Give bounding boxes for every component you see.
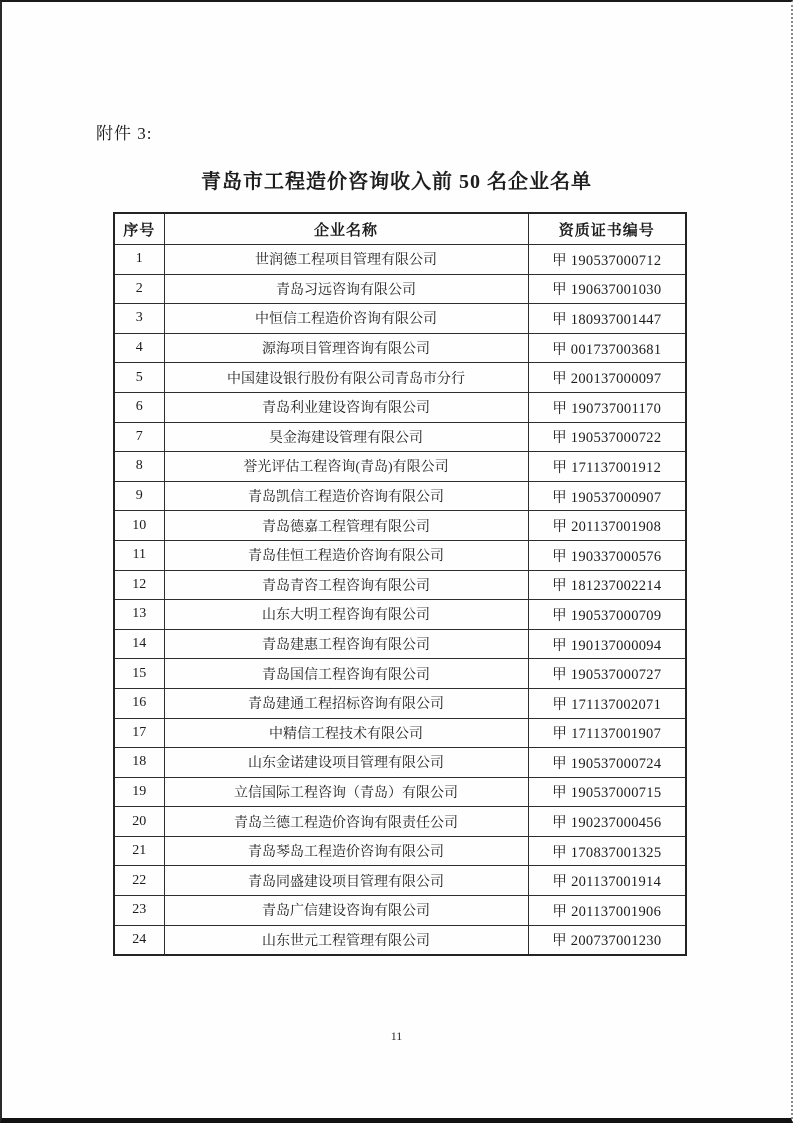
table-row xyxy=(114,866,686,896)
row-certificate-number: 甲 171137002071 xyxy=(528,688,686,718)
row-certificate-number: 甲 190637001030 xyxy=(528,274,686,304)
row-certificate-number: 甲 190337000576 xyxy=(528,540,686,570)
table-row xyxy=(114,511,686,541)
row-company-name: 青岛佳恒工程造价咨询有限公司 xyxy=(164,540,528,570)
header-company-name: 企业名称 xyxy=(164,213,528,245)
row-serial-number: 8 xyxy=(114,452,164,482)
table-row xyxy=(114,363,686,393)
row-company-name: 源海项目管理咨询有限公司 xyxy=(164,333,528,363)
row-certificate-number: 甲 190537000727 xyxy=(528,659,686,689)
header-certificate-number: 资质证书编号 xyxy=(528,213,686,245)
table-row xyxy=(114,777,686,807)
row-serial-number: 21 xyxy=(114,836,164,866)
table-row xyxy=(114,600,686,630)
table-row xyxy=(114,392,686,422)
row-serial-number: 16 xyxy=(114,688,164,718)
row-company-name: 青岛建惠工程咨询有限公司 xyxy=(164,629,528,659)
row-serial-number: 13 xyxy=(114,600,164,630)
row-certificate-number: 甲 190537000724 xyxy=(528,748,686,778)
row-company-name: 青岛凯信工程造价咨询有限公司 xyxy=(164,481,528,511)
table-row xyxy=(114,481,686,511)
row-certificate-number: 甲 181237002214 xyxy=(528,570,686,600)
row-company-name: 山东大明工程咨询有限公司 xyxy=(164,600,528,630)
row-company-name: 青岛同盛建设项目管理有限公司 xyxy=(164,866,528,896)
row-company-name: 昊金海建设管理有限公司 xyxy=(164,422,528,452)
row-serial-number: 2 xyxy=(114,274,164,304)
page-title: 青岛市工程造价咨询收入前 50 名企业名单 xyxy=(201,171,592,193)
row-certificate-number: 甲 190737001170 xyxy=(528,392,686,422)
row-company-name: 中恒信工程造价咨询有限公司 xyxy=(164,304,528,334)
row-certificate-number: 甲 200737001230 xyxy=(528,925,686,955)
row-company-name: 青岛利业建设咨询有限公司 xyxy=(164,392,528,422)
row-serial-number: 5 xyxy=(114,363,164,393)
row-serial-number: 4 xyxy=(114,333,164,363)
row-serial-number: 18 xyxy=(114,748,164,778)
row-company-name: 青岛兰德工程造价咨询有限责任公司 xyxy=(164,807,528,837)
row-serial-number: 10 xyxy=(114,511,164,541)
row-certificate-number: 甲 201137001908 xyxy=(528,511,686,541)
table-body xyxy=(114,245,686,956)
row-serial-number: 23 xyxy=(114,896,164,926)
row-serial-number: 24 xyxy=(114,925,164,955)
table-row xyxy=(114,688,686,718)
row-company-name: 青岛广信建设咨询有限公司 xyxy=(164,896,528,926)
row-certificate-number: 甲 190137000094 xyxy=(528,629,686,659)
table-row xyxy=(114,274,686,304)
row-company-name: 山东世元工程管理有限公司 xyxy=(164,925,528,955)
row-company-name: 青岛建通工程招标咨询有限公司 xyxy=(164,688,528,718)
row-serial-number: 19 xyxy=(114,777,164,807)
row-certificate-number: 甲 201137001914 xyxy=(528,866,686,896)
row-serial-number: 22 xyxy=(114,866,164,896)
table-row xyxy=(114,452,686,482)
table-row xyxy=(114,925,686,955)
row-company-name: 青岛国信工程咨询有限公司 xyxy=(164,659,528,689)
row-company-name: 青岛青咨工程咨询有限公司 xyxy=(164,570,528,600)
row-certificate-number: 甲 190537000715 xyxy=(528,777,686,807)
header-serial-number: 序号 xyxy=(114,213,164,245)
row-company-name: 立信国际工程咨询（青岛）有限公司 xyxy=(164,777,528,807)
table-row xyxy=(114,333,686,363)
row-serial-number: 3 xyxy=(114,304,164,334)
row-certificate-number: 甲 190537000907 xyxy=(528,481,686,511)
page-number: 11 xyxy=(390,1029,403,1043)
row-serial-number: 1 xyxy=(114,245,164,275)
row-company-name: 誉光评估工程咨询(青岛)有限公司 xyxy=(164,452,528,482)
row-serial-number: 20 xyxy=(114,807,164,837)
row-serial-number: 14 xyxy=(114,629,164,659)
table-row xyxy=(114,807,686,837)
row-certificate-number: 甲 190537000722 xyxy=(528,422,686,452)
row-certificate-number: 甲 171137001912 xyxy=(528,452,686,482)
row-company-name: 山东金诺建设项目管理有限公司 xyxy=(164,748,528,778)
row-certificate-number: 甲 190237000456 xyxy=(528,807,686,837)
table-row xyxy=(114,629,686,659)
row-serial-number: 17 xyxy=(114,718,164,748)
row-company-name: 中精信工程技术有限公司 xyxy=(164,718,528,748)
row-serial-number: 11 xyxy=(114,540,164,570)
row-company-name: 中国建设银行股份有限公司青岛市分行 xyxy=(164,363,528,393)
table-row xyxy=(114,748,686,778)
company-table xyxy=(113,212,687,956)
row-company-name: 世润德工程项目管理有限公司 xyxy=(164,245,528,275)
row-serial-number: 12 xyxy=(114,570,164,600)
table-header-row xyxy=(114,213,686,245)
table-row xyxy=(114,659,686,689)
row-certificate-number: 甲 171137001907 xyxy=(528,718,686,748)
row-serial-number: 7 xyxy=(114,422,164,452)
row-certificate-number: 甲 001737003681 xyxy=(528,333,686,363)
table-row xyxy=(114,896,686,926)
table-row xyxy=(114,718,686,748)
row-serial-number: 9 xyxy=(114,481,164,511)
row-certificate-number: 甲 201137001906 xyxy=(528,896,686,926)
row-certificate-number: 甲 190537000709 xyxy=(528,600,686,630)
table-row xyxy=(114,245,686,275)
row-company-name: 青岛琴岛工程造价咨询有限公司 xyxy=(164,836,528,866)
row-company-name: 青岛德嘉工程管理有限公司 xyxy=(164,511,528,541)
table-row xyxy=(114,422,686,452)
table-row xyxy=(114,540,686,570)
row-certificate-number: 甲 180937001447 xyxy=(528,304,686,334)
row-serial-number: 6 xyxy=(114,392,164,422)
table-row xyxy=(114,570,686,600)
table-row xyxy=(114,836,686,866)
row-certificate-number: 甲 200137000097 xyxy=(528,363,686,393)
row-company-name: 青岛习远咨询有限公司 xyxy=(164,274,528,304)
table-row xyxy=(114,304,686,334)
row-serial-number: 15 xyxy=(114,659,164,689)
row-certificate-number: 甲 190537000712 xyxy=(528,245,686,275)
row-certificate-number: 甲 170837001325 xyxy=(528,836,686,866)
attachment-label: 附件 3: xyxy=(96,124,153,143)
